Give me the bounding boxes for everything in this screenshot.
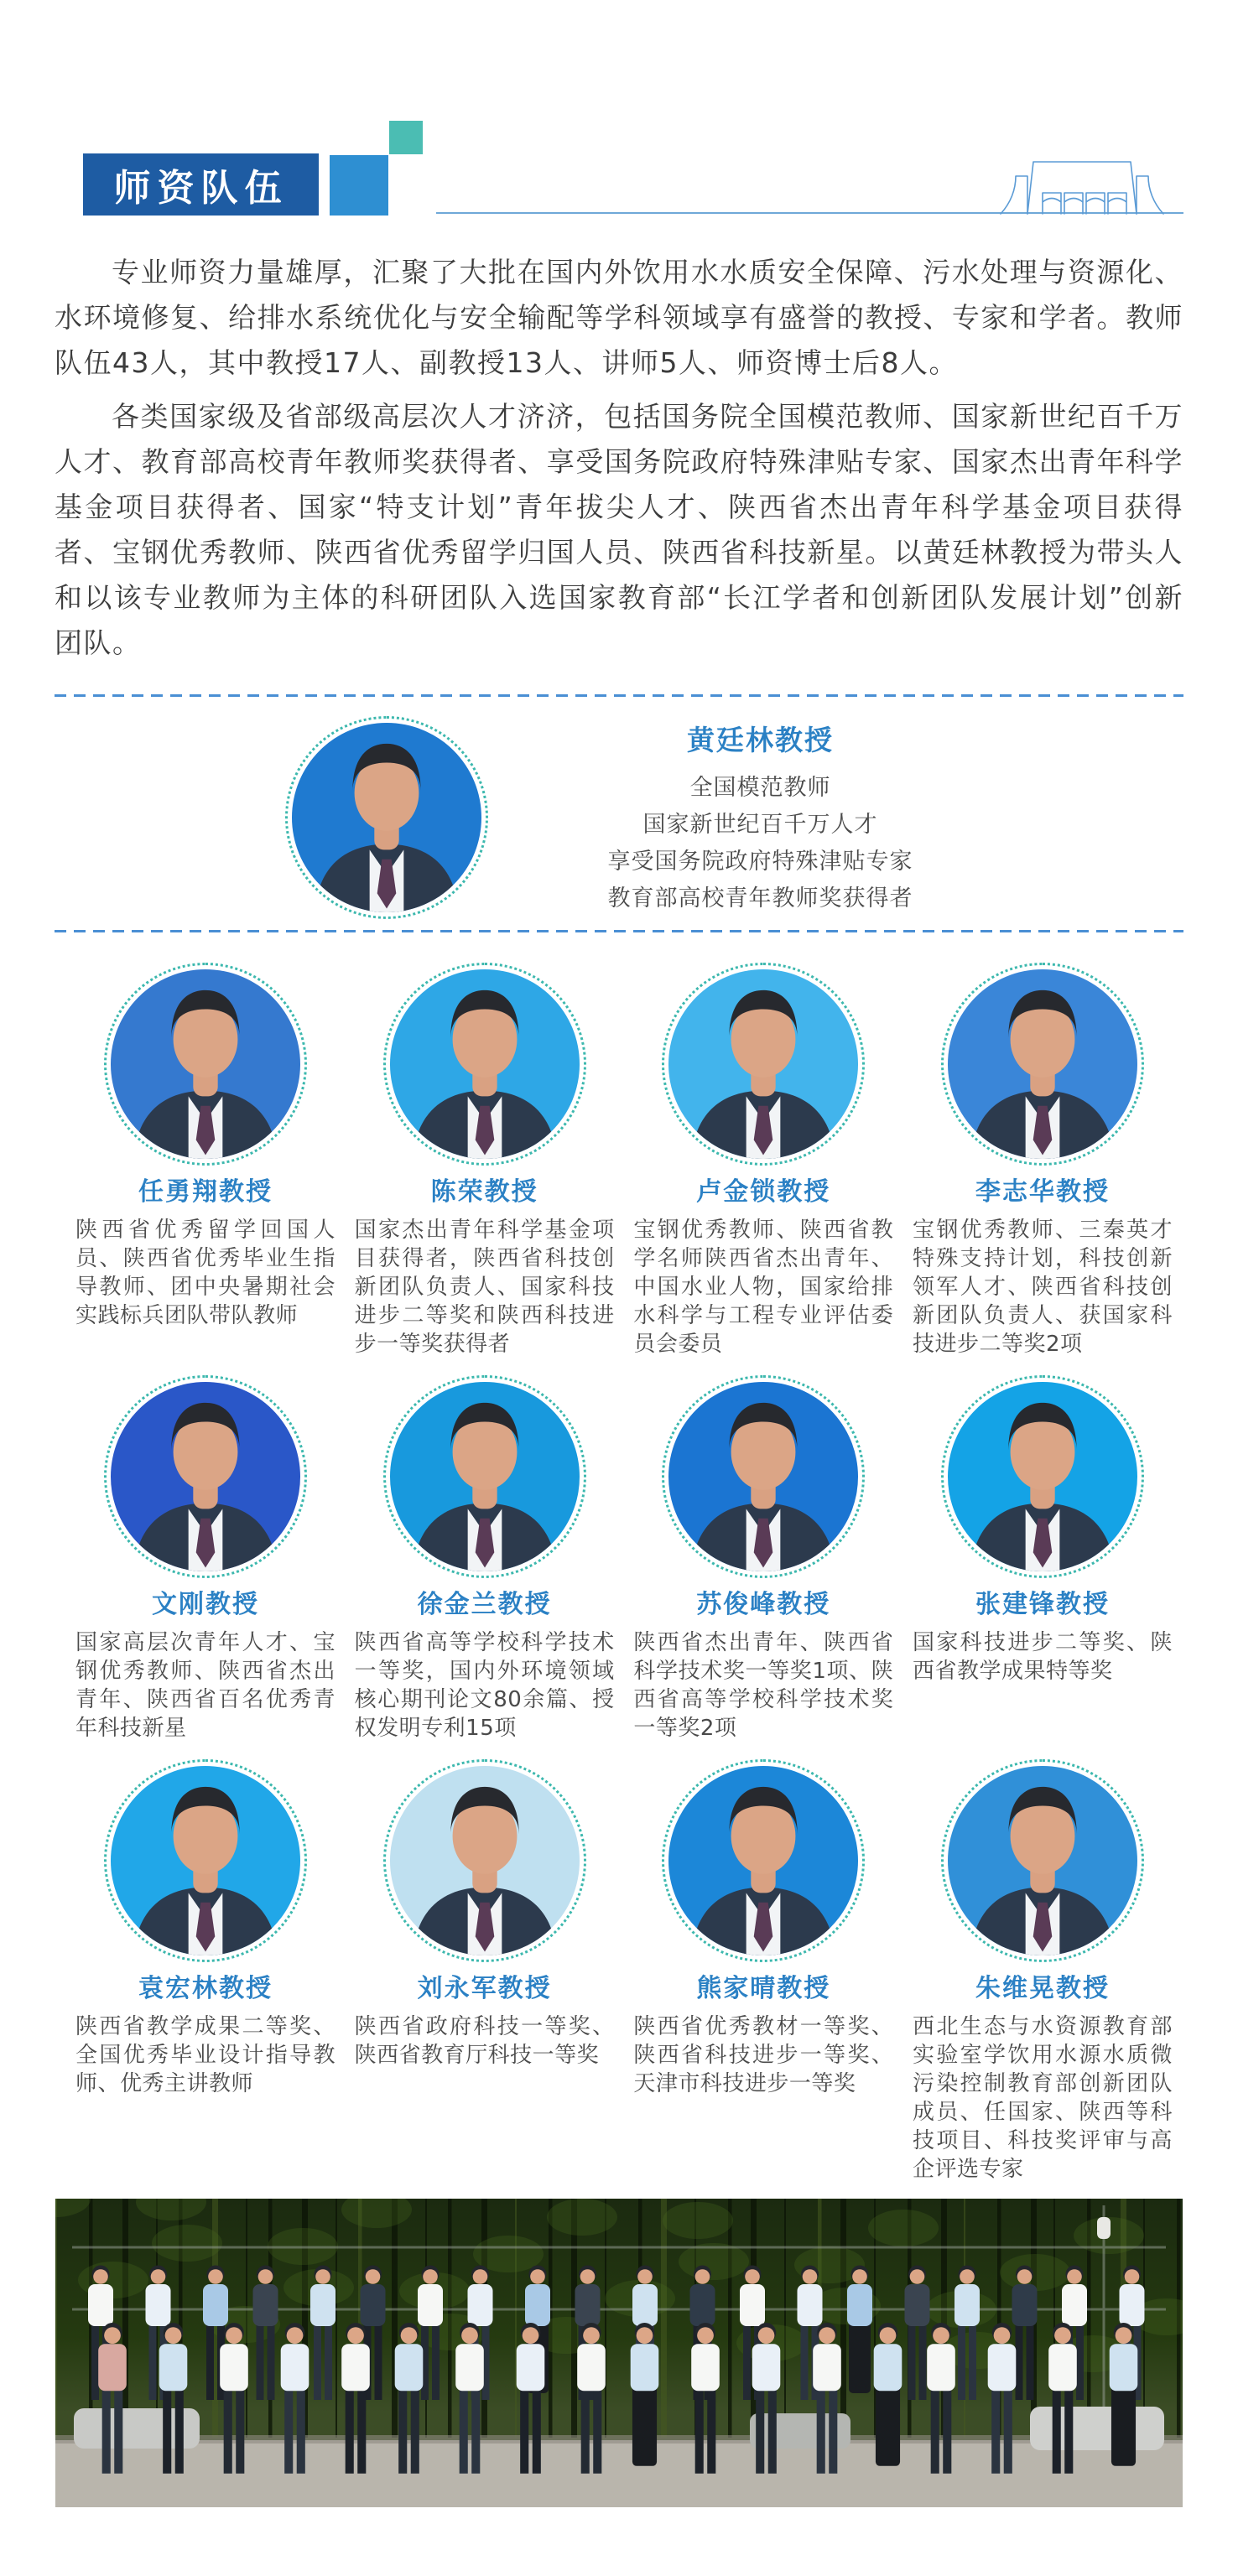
decor-blue-square: [330, 155, 388, 216]
featured-honor: 全国模范教师: [689, 774, 831, 801]
person-silhouette-icon: [668, 1382, 858, 1571]
professor-honors: 陕西省优秀教材一等奖、陕西省科技进步一等奖、天津市科技进步一等奖: [633, 2014, 894, 2096]
professor-photo: [941, 963, 1144, 1166]
professor-honors: 陕西省教学成果二等奖、全国优秀毕业设计指导教师、优秀主讲教师: [75, 2014, 336, 2096]
person-silhouette-icon: [948, 1766, 1137, 1955]
professor-card: [355, 963, 615, 1358]
professor-card: [913, 963, 1173, 1358]
featured-professor-name: 黄廷林教授: [687, 723, 834, 756]
featured-professor-card: [0, 697, 1238, 930]
professor-honors: 陕西省政府科技一等奖、陕西省教育厅科技一等奖: [354, 2014, 615, 2068]
professor-honors: 宝钢优秀教师、三秦英才特殊支持计划，科技创新领军人才、陕西省科技创新团队负责人、获国家科技进步二等奖2项: [912, 1218, 1173, 1357]
professors-grid: [0, 963, 1238, 2184]
featured-honor: 国家新世纪百千万人才: [642, 811, 878, 838]
professor-photo: [383, 963, 586, 1166]
professor-name: 张建锋教授: [975, 1590, 1110, 1619]
professor-card: [633, 1759, 893, 2184]
professor-photo: [662, 1375, 865, 1578]
page-header: [0, 0, 1238, 220]
featured-professor-info: [568, 719, 954, 917]
cctv-camera: [1097, 2217, 1111, 2239]
professor-honors: 陕西省高等学校科学技术一等奖，国内外环境领域核心期刊论文80余篇、授权发明专利15项: [354, 1630, 615, 1741]
professor-honors: 宝钢优秀教师、陕西省教学名师陕西省杰出青年、中国水业人物，国家给排水科学与工程专业评估委员会委员: [633, 1218, 894, 1357]
professor-name: 任勇翔教授: [138, 1177, 273, 1207]
featured-professor-photo: [285, 716, 488, 919]
person-silhouette-icon: [948, 1382, 1137, 1571]
professor-card: [633, 1375, 893, 1742]
professor-name: 刘永军教授: [417, 1974, 552, 2003]
professor-card: [75, 963, 336, 1358]
faculty-group-photo: [55, 2199, 1183, 2507]
professor-honors: 陕西省杰出青年、陕西省科学技术奖一等奖1项、陕西省高等学校科学技术奖一等奖2项: [633, 1630, 894, 1741]
professor-honors: 陕西省优秀留学回国人员、陕西省优秀毕业生指导教师、团中央暑期社会实践标兵团队带队教师: [75, 1218, 336, 1328]
building-outline-icon: [995, 159, 1169, 215]
professor-photo: [383, 1375, 586, 1578]
professor-honors: 国家杰出青年科学基金项目获得者，陕西省科技创新团队负责人、国家科技进步二等奖和陕西科技进步一等奖获得者: [354, 1218, 615, 1357]
professor-card: [75, 1759, 336, 2184]
professor-photo: [662, 963, 865, 1166]
person-silhouette-icon: [111, 1382, 300, 1571]
person-silhouette-icon: [390, 1382, 580, 1571]
featured-honor: 教育部高校青年教师奖获得者: [607, 885, 913, 911]
professor-photo: [941, 1759, 1144, 1962]
intro-paragraph-1: 专业师资力量雄厚，汇聚了大批在国内外饮用水水质安全保障、污水处理与资源化、水环境修复、给排水系统优化与安全输配等学科领域享有盛誉的教授、专家和学者。教师队伍43人，其中教授17人、副教授13人、讲师5人、师资博士后8人。: [55, 256, 1183, 379]
professor-name: 徐金兰教授: [417, 1590, 552, 1619]
dashed-divider-bottom: [55, 930, 1183, 932]
professor-card: [913, 1759, 1173, 2184]
person-silhouette-icon: [948, 969, 1137, 1159]
professor-name: 李志华教授: [975, 1177, 1110, 1207]
professor-photo: [104, 1375, 307, 1578]
person-silhouette-icon: [668, 969, 858, 1159]
person-silhouette-icon: [292, 723, 481, 912]
professor-card: [633, 963, 893, 1358]
featured-honor: 享受国务院政府特殊津贴专家: [607, 848, 913, 875]
professor-name: 袁宏林教授: [138, 1974, 273, 2003]
professor-card: [355, 1375, 615, 1742]
professor-name: 文刚教授: [152, 1590, 259, 1619]
professor-name: 熊家晴教授: [696, 1974, 831, 2003]
person-silhouette-icon: [390, 969, 580, 1159]
person-silhouette-icon: [111, 969, 300, 1159]
section-title-box: [83, 153, 319, 216]
person-silhouette-icon: [668, 1766, 858, 1955]
professor-honors: 国家科技进步二等奖、陕西省教学成果特等奖: [912, 1630, 1173, 1684]
decor-teal-square: [389, 121, 423, 154]
professor-honors: 西北生态与水资源教育部实验室学饮用水源水质微污染控制教育部创新团队成员、任国家、陕西等科技项目、科技奖评审与高企评选专家: [912, 2014, 1173, 2182]
professor-card: [75, 1375, 336, 1742]
professor-photo: [104, 963, 307, 1166]
professor-card: [355, 1759, 615, 2184]
person-silhouette-icon: [111, 1766, 300, 1955]
page-title: 师资队伍: [113, 167, 289, 210]
professor-name: 朱维晃教授: [975, 1974, 1110, 2003]
person-silhouette-icon: [390, 1766, 580, 1955]
professor-name: 苏俊峰教授: [696, 1590, 831, 1619]
professor-name: 卢金锁教授: [696, 1177, 831, 1207]
professor-honors: 国家高层次青年人才、宝钢优秀教师、陕西省杰出青年、陕西省百名优秀青年科技新星: [75, 1630, 336, 1741]
professor-photo: [104, 1759, 307, 1962]
professor-card: [913, 1375, 1173, 1742]
intro-paragraph-2: 各类国家级及省部级高层次人才济济，包括国务院全国模范教师、国家新世纪百千万人才、教育部高校青年教师奖获得者、享受国务院政府特殊津贴专家、国家杰出青年科学基金项目获得者、国家“特支计划”青年拔尖人才、陕西省杰出青年科学基金项目获得者、宝钢优秀教师、陕西省优秀留学归国人员、陕西省科技新星。以黄廷林教授为带头人和以该专业教师为主体的科研团队入选国家教育部“长江学者和创新团队发展计划”创新团队。: [55, 400, 1183, 659]
professor-photo: [662, 1759, 865, 1962]
professor-photo: [941, 1375, 1144, 1578]
professor-name: 陈荣教授: [430, 1177, 538, 1207]
professor-photo: [383, 1759, 586, 1962]
